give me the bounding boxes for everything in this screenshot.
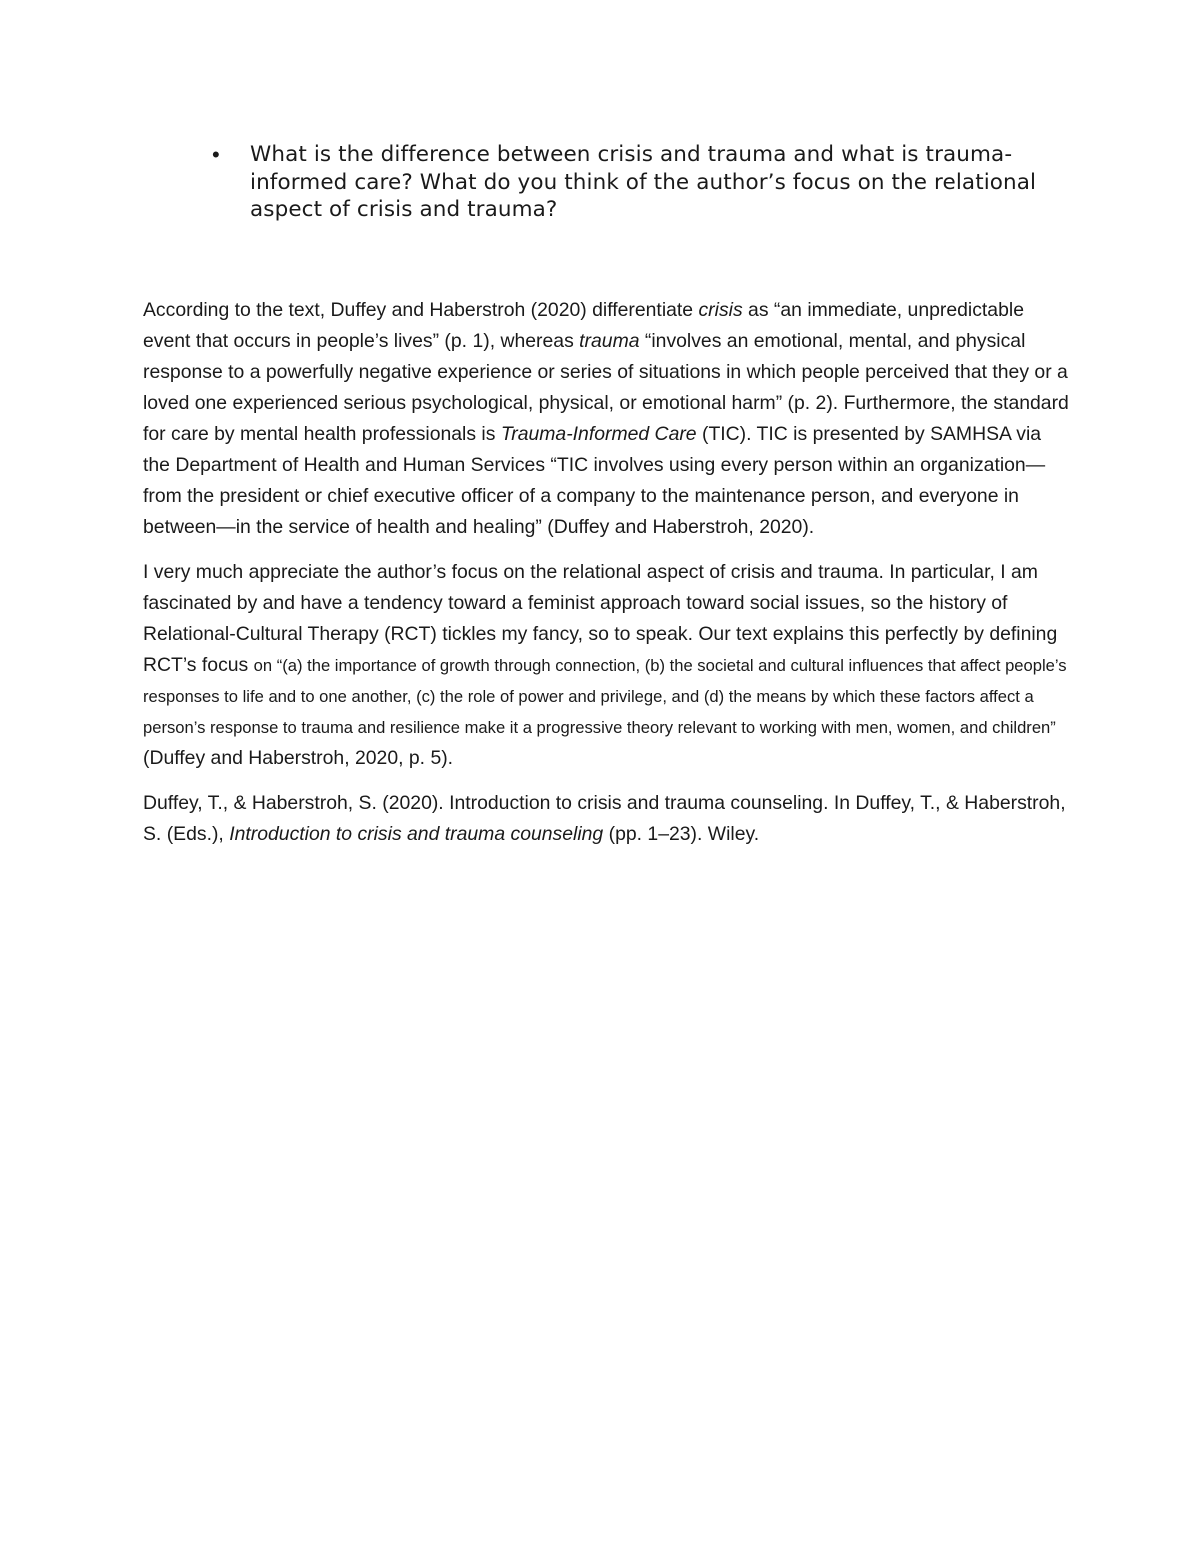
reference-text-1: Duffey, T., & Haberstroh, S. (2020). Introduction to crisis and trauma counseling. In Duffey, T., & Haberstroh, S. (Eds.),: [143, 792, 1066, 845]
paragraph2-text: I very much appreciate the author’s focus on the relational aspect of crisis and trauma. In particular, I am fascinated by and have a tendency toward a feminist approach toward social issues, so the history of Relational-Cultural Therapy (RCT) tickles my fancy, so to speak. Our text explains this perfectly by defining RCT’s focus: [143, 561, 1058, 676]
paragraph1-text-3: “involves an emotional, mental, and physical response to a powerfully negative experience or series of situations in which people perceived that they or a loved one experienced serious psychological, physical, or emotional harm” (p. 2). Furthermore, the standard for care by mental health professionals is: [143, 330, 1069, 445]
term-trauma-informed-care: Trauma-Informed Care: [500, 423, 697, 445]
bullet-point: •: [212, 142, 220, 167]
paragraph1-text-1: According to the text, Duffey and Haberstroh (2020) differentiate: [143, 299, 699, 321]
reference-entry: [143, 788, 1073, 850]
paragraph-crisis-trauma: [143, 295, 1073, 543]
paragraph-relational-focus: [143, 557, 1073, 774]
paragraph1-text-2: as “an immediate, unpredictable event that occurs in people’s lives” (p. 1), whereas: [143, 299, 1024, 352]
document-body: [143, 295, 1073, 850]
paragraph1-text-4: (TIC). TIC is presented by SAMHSA via the Department of Health and Human Services “TIC involves using every person within an organization—from the president or chief executive officer of a company to the maintenance person, and everyone in between—in the service of health and healing” (Duffey and Haberstroh, 2020).: [143, 423, 1046, 538]
reference-text-2: (pp. 1–23). Wiley.: [603, 823, 760, 845]
rct-quote: on “(a) the importance of growth through connection, (b) the societal and cultural influences that affect people’s responses to life and to one another, (c) the role of power and privilege, and (d) the means by which these factors affect a person’s response to trauma and resilience make it a progressive theory relevant to working with men, women, and children”: [143, 656, 1067, 737]
rct-citation: (Duffey and Haberstroh, 2020, p. 5).: [143, 747, 454, 769]
term-crisis: crisis: [698, 299, 743, 321]
reference-book-title: Introduction to crisis and trauma counseling: [229, 823, 604, 845]
question-text: What is the difference between crisis and trauma and what is trauma-informed care? What do you think of the author’s focus on the relational aspect of crisis and trauma?: [250, 142, 1037, 222]
question-item: [212, 141, 1072, 224]
question-list: [212, 141, 1072, 224]
term-trauma: trauma: [579, 330, 640, 352]
